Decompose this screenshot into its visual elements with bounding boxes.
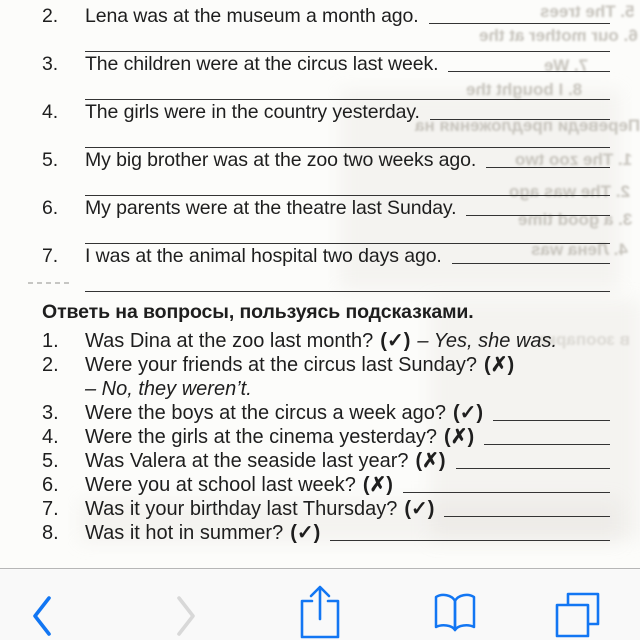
answer-blank-line	[85, 268, 610, 292]
tabs-icon	[553, 591, 601, 639]
answer-blank-line	[448, 52, 610, 72]
section-heading: Ответь на вопросы, пользуясь подсказками.	[42, 301, 474, 323]
bleedthrough-text: 5. The trees	[539, 2, 634, 21]
answer-blank-line	[85, 172, 610, 196]
answer-blank-line	[85, 28, 610, 52]
bookmarks-button[interactable]	[432, 591, 478, 637]
item-sentence: My parents were at the theatre last Sunday.	[85, 197, 457, 219]
bleedthrough-text: Переведи предложения на	[414, 116, 640, 135]
answer-blank-line	[456, 449, 610, 469]
question-text: Were your friends at the circus last Sunday?	[85, 354, 478, 376]
answer-blank-line	[85, 220, 610, 244]
item-number: 1.	[42, 330, 59, 352]
item-number: 4.	[42, 426, 59, 448]
answer-blank-line	[444, 497, 610, 517]
answer-hint-mark: (✗)	[415, 450, 446, 472]
item-number: 3.	[42, 53, 59, 75]
question-text: Were the girls at the cinema yesterday?	[85, 426, 438, 448]
answer-blank-line	[430, 100, 610, 120]
list-item	[0, 497, 610, 521]
safari-toolbar	[0, 568, 640, 640]
bleedthrough-text: 8. I bought the	[465, 80, 582, 99]
list-item	[0, 473, 610, 497]
answer-hint-mark: (✓)	[452, 402, 484, 424]
answer-hint-mark: (✓)	[380, 330, 411, 352]
back-button[interactable]	[30, 595, 54, 637]
bleedthrough-text: 2. The was ago	[509, 182, 630, 201]
question-text: Was it your birthday last Thursday?	[85, 498, 398, 520]
list-item	[0, 521, 610, 545]
answer-blank-line	[85, 76, 610, 100]
item-number: 6.	[42, 197, 59, 219]
answer-blank-line	[85, 124, 610, 148]
bleedthrough-text: 6. our mother at the	[479, 26, 638, 45]
answer-hint-mark: (✗)	[362, 474, 393, 496]
item-number: 7.	[42, 245, 59, 267]
sample-answer: – Yes, she was.	[417, 330, 558, 352]
list-item	[0, 4, 610, 52]
question-text: Was it hot in summer?	[85, 522, 284, 544]
list-item	[0, 244, 610, 292]
answer-blank-line	[403, 473, 610, 493]
list-item	[0, 401, 610, 425]
answer-hint-mark: (✓)	[404, 498, 435, 520]
list-item	[0, 353, 610, 401]
item-number: 4.	[42, 101, 59, 123]
item-number: 5.	[42, 149, 59, 171]
item-sentence: Lena was at the museum a month ago.	[85, 5, 419, 27]
answer-blank-line	[493, 401, 610, 421]
tabs-button[interactable]	[553, 591, 601, 639]
question-text: Were the boys at the circus a week ago?	[85, 402, 446, 424]
chevron-right-icon	[174, 595, 198, 637]
list-item	[0, 425, 610, 449]
item-sentence: I was at the animal hospital two days ago.	[85, 245, 442, 267]
answer-blank-line	[486, 148, 610, 168]
list-item	[0, 449, 610, 473]
item-sentence: The girls were in the country yesterday.	[85, 101, 420, 123]
list-item	[0, 196, 610, 244]
answer-blank-line	[330, 521, 610, 541]
list-item	[0, 52, 610, 100]
exercise-question-list	[0, 329, 610, 545]
bleedthrough-text: 7. We	[543, 56, 588, 75]
answer-blank-line	[484, 425, 610, 445]
item-number: 3.	[42, 402, 59, 424]
sample-answer: – No, they weren’t.	[85, 378, 252, 400]
forward-button[interactable]	[174, 595, 198, 637]
bleedthrough-text: 1. The zoo two	[514, 150, 632, 169]
bleedthrough-text: 4. Лена was	[531, 240, 628, 259]
list-item	[0, 329, 610, 353]
share-button[interactable]	[296, 582, 344, 640]
question-text: Was Valera at the seaside last year?	[85, 450, 409, 472]
question-text: Were you at school last week?	[85, 474, 356, 496]
question-text: Was Dina at the zoo last month?	[85, 330, 374, 352]
answer-hint-mark: (✓)	[290, 522, 321, 544]
answer-hint-mark: (✗)	[444, 426, 475, 448]
answer-blank-line	[452, 244, 610, 264]
item-number: 7.	[42, 498, 59, 520]
item-number: 2.	[42, 354, 59, 376]
share-icon	[296, 582, 344, 640]
item-number: 5.	[42, 450, 59, 472]
item-sentence: My big brother was at the zoo two weeks ago.	[85, 149, 477, 171]
item-number: 8.	[42, 522, 59, 544]
bleedthrough-text: 3. a good time	[517, 210, 632, 229]
bleedthrough-text: в зоопарке	[537, 330, 630, 349]
book-icon	[432, 591, 478, 637]
chevron-left-icon	[30, 595, 54, 637]
exercise-fill-list	[0, 4, 610, 292]
item-sentence: The children were at the circus last week.	[85, 53, 439, 75]
list-item	[0, 100, 610, 148]
answer-hint-mark: (✗)	[484, 354, 515, 376]
answer-blank-line	[466, 196, 610, 216]
item-number: 2.	[42, 5, 59, 27]
answer-blank-line	[429, 4, 610, 24]
list-item	[0, 148, 610, 196]
item-number: 6.	[42, 474, 59, 496]
